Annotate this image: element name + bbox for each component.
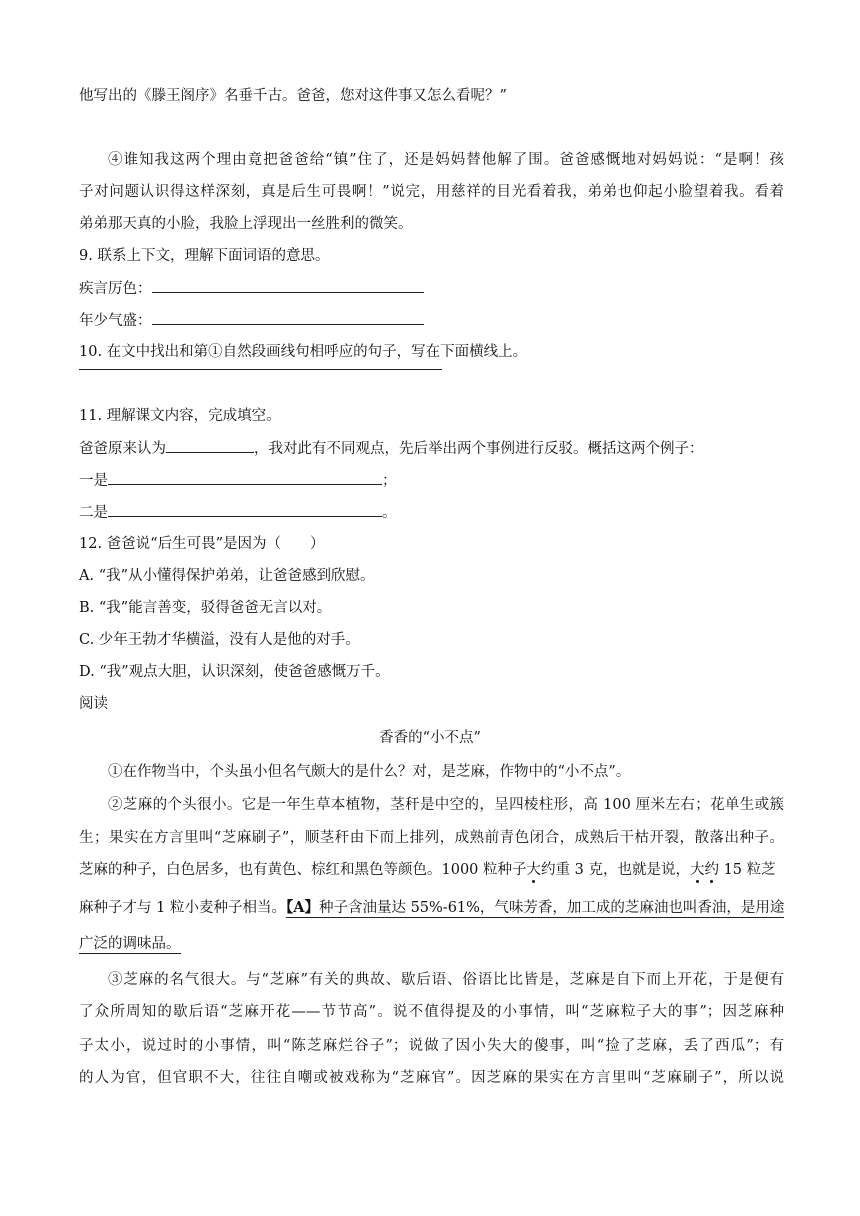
article-title: 香香的“小不点”	[379, 730, 481, 746]
paragraph-4-line-1: ④谁知我这两个理由竟把爸爸给“镇”住了，还是妈妈替他解了围。爸爸感慨地对妈妈说：“是啊！孩	[108, 152, 784, 168]
option-a[interactable]: A. “我”从小懂得保护弟弟，让爸爸感到欣慰。	[79, 568, 375, 584]
question-9-stem: 9. 联系上下文，理解下面词语的意思。	[79, 248, 330, 264]
dotted-char: 大	[526, 862, 542, 878]
article-paragraph-2-line-4	[79, 898, 784, 918]
article-paragraph-2-line-2: 生；果实在方言里叫“芝麻刷子”，顺茎秆由下而上排列，成熟前青色闭合，成熟后干枯开裂，散落出种子。	[79, 830, 784, 846]
paragraph-4-line-2: 子对问题认识得这样深刻，真是后生可畏啊！”说完，用慈祥的目光看着我，弟弟也仰起小脸望着我。看着	[79, 184, 784, 200]
word-1-label: 疾言厉色：	[79, 281, 152, 297]
dotted-char: 约	[704, 862, 719, 878]
text-segment: 约重 3 克，也就是说，	[541, 862, 690, 878]
word-2-label: 年少气盛：	[79, 313, 152, 329]
underlined-sentence-a	[286, 900, 784, 918]
answer-blank[interactable]	[166, 438, 254, 453]
example-1-end: ；	[382, 473, 397, 489]
q11-prefix: 爸爸原来认为	[79, 441, 166, 457]
paragraph-3-end: 他写出的《滕王阁序》名垂千古。爸爸，您对这件事又怎么看呢？”	[79, 88, 507, 104]
question-11-stem: 11. 理解课文内容，完成填空。	[79, 408, 281, 424]
option-b[interactable]: B. “我”能言善变，驳得爸爸无言以对。	[79, 600, 332, 616]
article-paragraph-1: ①在作物当中，个头虽小但名气颇大的是什么？对，是芝麻，作物中的“小不点”。	[108, 764, 631, 780]
example-1-label: 一是	[79, 473, 108, 489]
dotted-char: 大	[689, 862, 705, 878]
text-segment: 麻种子才与 1 粒小麦种子相当。	[79, 900, 286, 916]
underlined-sentence-a-end: 广泛的调味品。	[79, 936, 181, 952]
article-paragraph-2-line-1: ②芝麻的个头很小。它是一年生草本植物，茎秆是中空的，呈四棱柱形，高 100 厘米左右；花单生或簇	[108, 797, 784, 813]
option-c[interactable]: C. 少年王勃才华横溢，没有人是他的对手。	[79, 632, 360, 648]
example-2-end: 。	[382, 505, 397, 521]
question-9-word-2	[79, 310, 784, 331]
marker-a: 【A】	[285, 899, 319, 916]
article-paragraph-2-line-3	[79, 860, 784, 880]
reading-label: 阅读	[79, 696, 108, 712]
answer-blank[interactable]	[152, 310, 424, 325]
option-d[interactable]: D. “我”观点大胆，认识深刻，使爸爸感慨万千。	[79, 664, 390, 680]
question-10-answer-blank[interactable]	[79, 355, 442, 370]
article-paragraph-3-line-1: ③芝麻的名气很大。与“芝麻”有关的典故、歇后语、俗语比比皆是，芝麻是自下而上开花，于是便有	[108, 972, 784, 988]
text-segment: 种子含油量达 55%-61%，气味芳香，加工成的芝麻油也叫香油，是用途	[318, 900, 785, 916]
text-segment: 芝麻的种子，白色居多，也有黄色、棕红和黑色等颜色。1000 粒种子	[79, 862, 527, 878]
q11-suffix: ，我对此有不同观点，先后举出两个事例进行反驳。概括这两个例子：	[254, 441, 704, 457]
example-2-label: 二是	[79, 505, 108, 521]
article-paragraph-2-line-5	[79, 934, 784, 954]
answer-blank[interactable]	[152, 278, 424, 293]
question-9-word-1	[79, 278, 784, 299]
text-segment: 15 粒芝	[718, 862, 776, 878]
article-paragraph-3-line-4: 的人为官，但官职不大，往往自嘲或被戏称为“芝麻官”。因芝麻的果实在方言里叫“芝麻刷子”，所以说	[79, 1070, 784, 1086]
paragraph-4-line-3: 弟弟那天真的小脸，我脸上浮现出一丝胜利的微笑。	[79, 216, 413, 232]
question-11-line-1	[79, 438, 784, 459]
question-11-line-3	[79, 502, 784, 523]
question-10-stem: 10. 在文中找出和第①自然段画线句相呼应的句子，写在下面横线上。	[79, 344, 528, 360]
article-paragraph-3-line-3: 子太小，说过时的小事情，叫“陈芝麻烂谷子”；说做了因小失大的傻事，叫“捡了芝麻，丢了西瓜”；有	[79, 1038, 784, 1054]
article-paragraph-3-line-2: 了众所周知的歇后语“芝麻开花——节节高”。说不值得提及的小事情，叫“芝麻粒子大的事”；因芝麻种	[79, 1004, 784, 1020]
answer-blank[interactable]	[108, 470, 382, 485]
answer-blank[interactable]	[108, 502, 382, 517]
question-11-line-2	[79, 470, 784, 491]
question-12-stem: 12. 爸爸说“后生可畏”是因为（ ）	[79, 536, 325, 552]
